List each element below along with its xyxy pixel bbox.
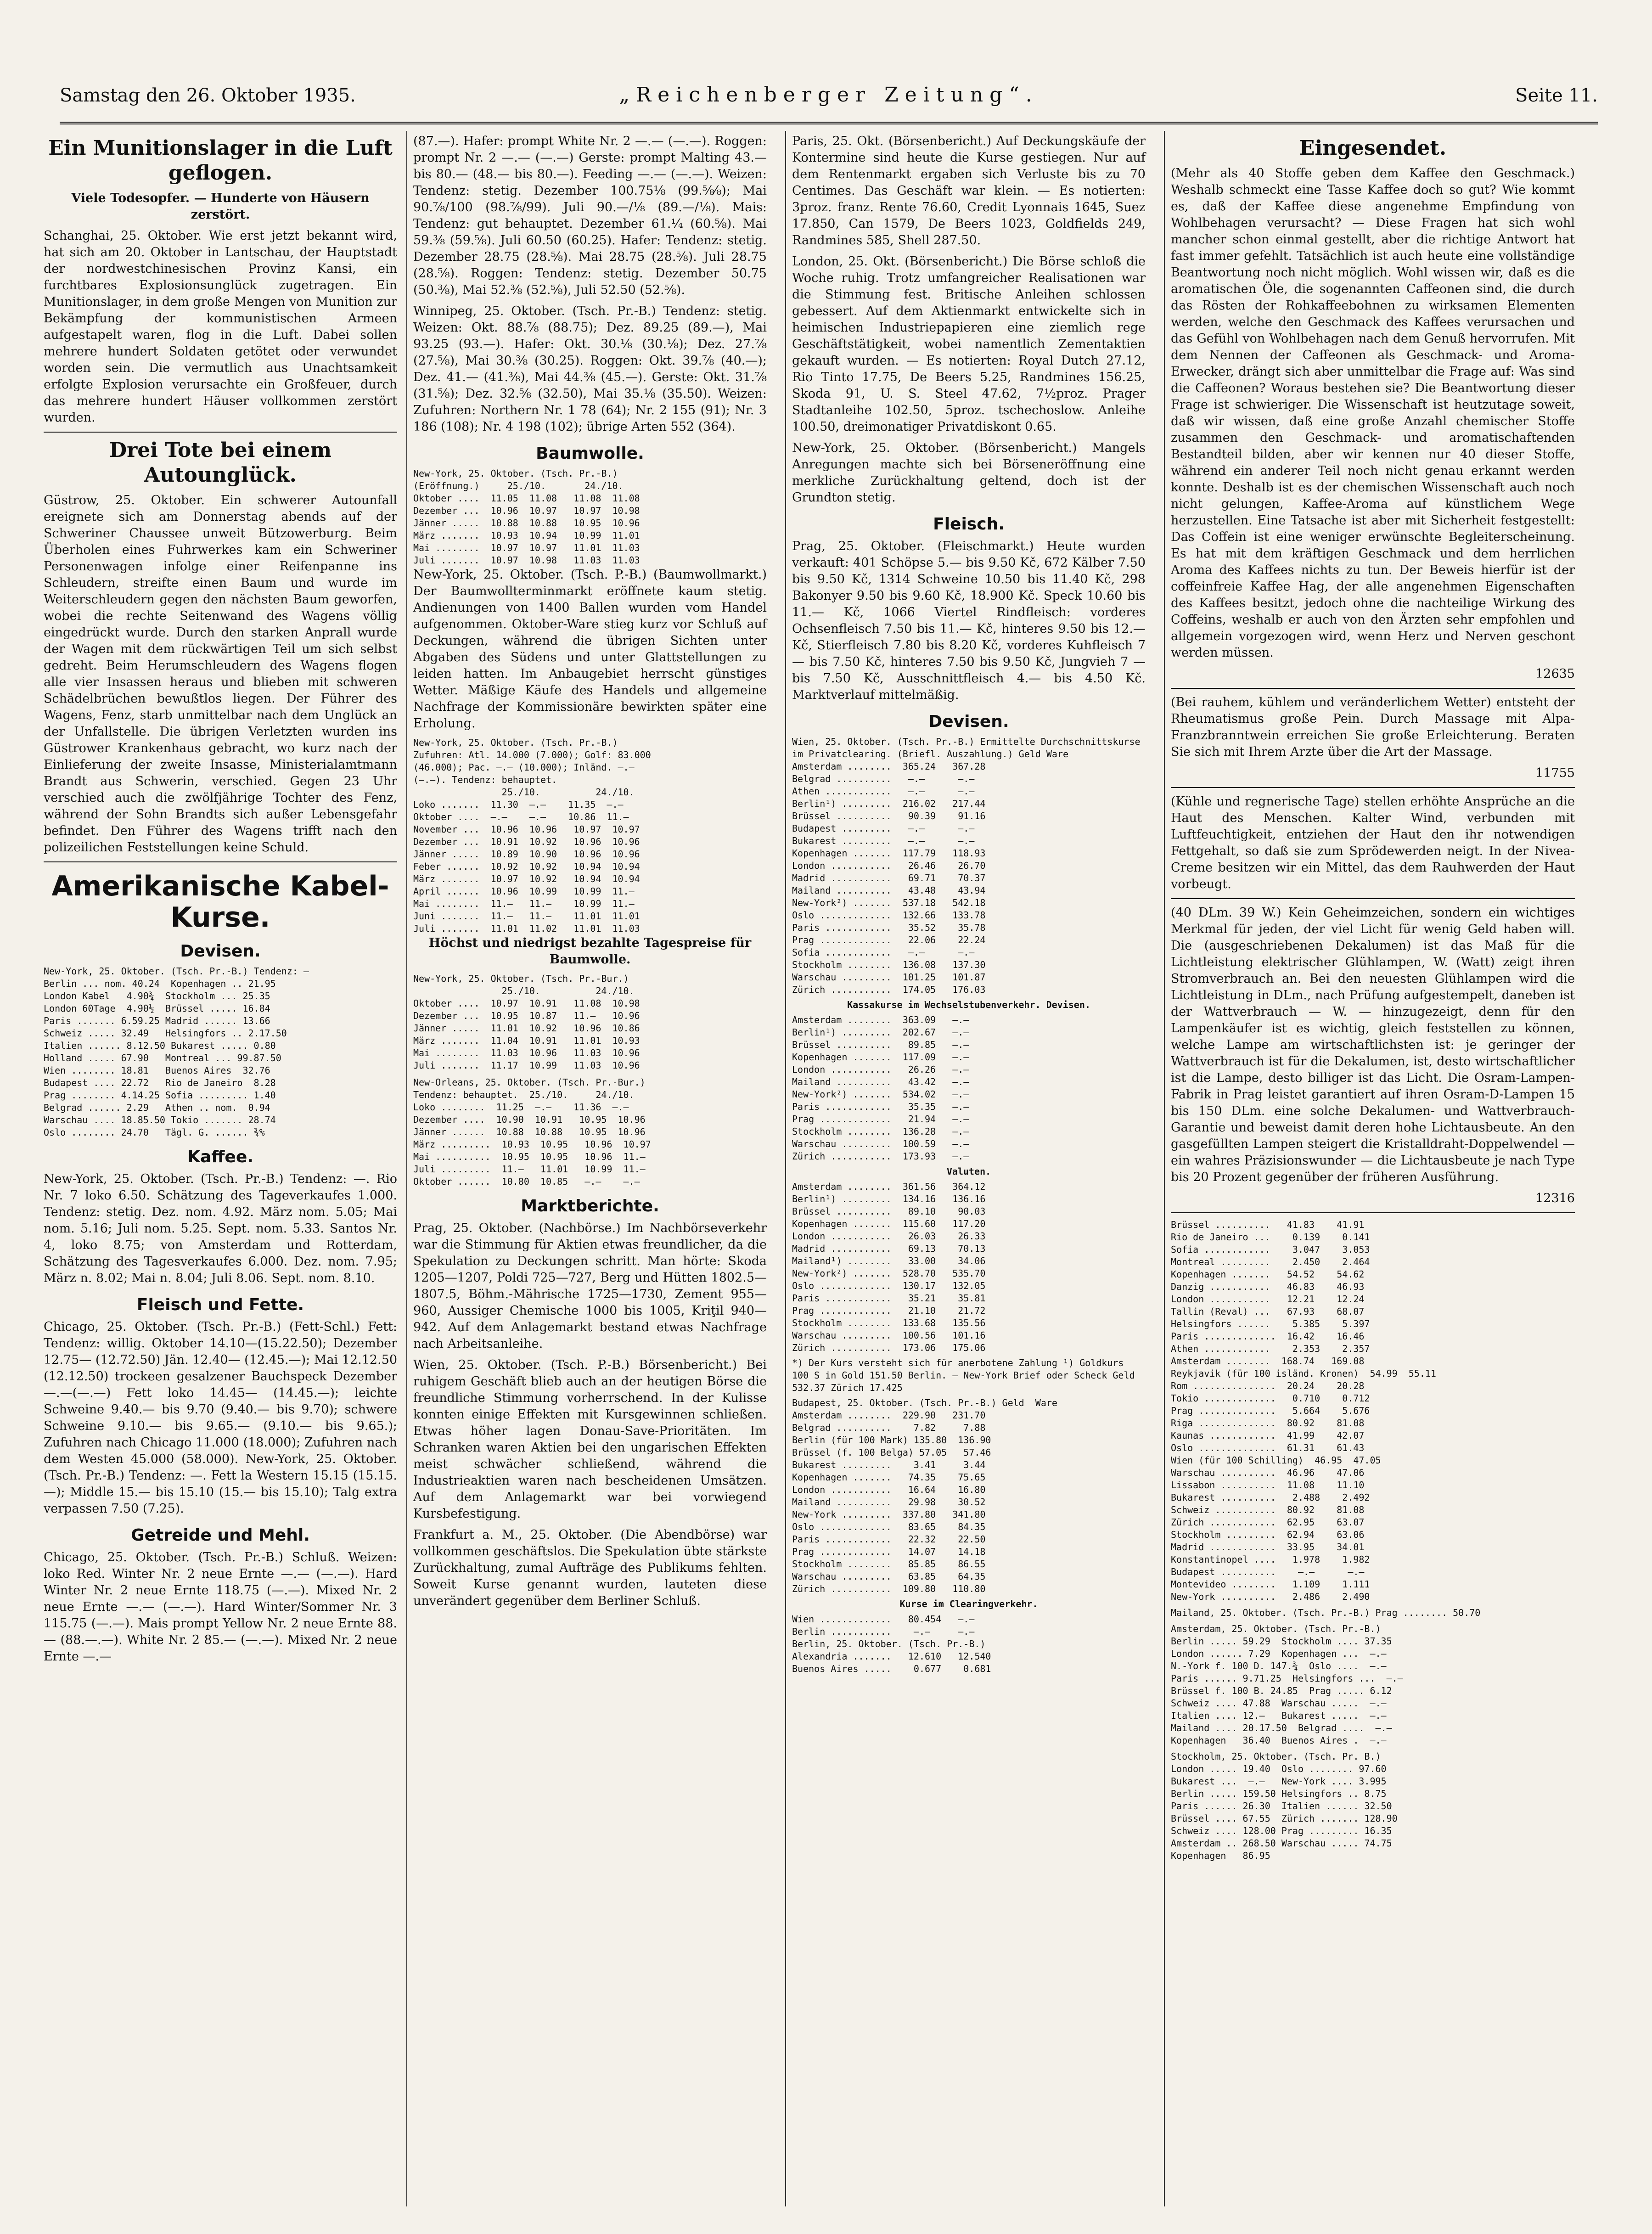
divider [44,861,397,862]
table-row: Prag ............. 22.06 22.24 [792,934,986,945]
table-caption: Wien, 25. Oktober. (Tsch. Pr.-B.) Ermittelte Durchschnittskurse im Privatclearing. (Briefl. Auszahlung.) Geld Ware [792,736,1141,760]
table-row: Oslo ............. 130.17 132.05 [792,1280,986,1291]
table-row: Amsterdam .. 268.50 Warschau ..... 74.75 [1171,1838,1392,1849]
table-row: Budapest .......... —.— —.— [1171,1566,1365,1577]
table-row: Feber ...... 10.92 10.92 10.94 10.94 [413,861,640,872]
ad-number: 11755 [1535,766,1575,780]
table-row: Kopenhagen ....... 74.35 75.65 [792,1472,986,1483]
table-row: Brüssel .... 67.55 Zürich ....... 128.90 [1171,1813,1398,1824]
table-row: Brüssel .......... 89.10 90.03 [792,1206,986,1217]
table-row: Schweiz ........... 80.92 81.08 [1171,1504,1365,1515]
table-row: Stockholm ........ 136.28 —.— [792,1126,969,1137]
table-row: Bukarest ... —.— New-York .... 3.995 [1171,1776,1387,1787]
table-row: London ........... 26.46 26.70 [792,860,986,871]
table-row: Belgrad .......... —.— —.— [792,773,975,784]
table-row: Madrid ........... 69.13 70.13 [792,1243,986,1254]
cotton-highlow-table [413,973,767,1072]
table-row: März ....... 10.93 10.94 10.99 11.01 [413,530,640,541]
table-row: Juli ....... 11.01 11.02 11.01 11.03 [413,923,640,934]
table-row: Paris ....... 6.59.25 Madrid ...... 13.66 [44,1015,270,1026]
table-row: Jänner ..... 10.89 10.90 10.96 10.96 [413,849,640,860]
table-row: Brüssel .......... 89.85 —.— [792,1039,969,1050]
table-row: Zufuhren: Atl. 14.000 (7.000); Golf: 83.000 [413,749,651,760]
article-body: Schanghai, 25. Oktober. Wie erst jetzt bekannt wird, hat sich am 20. Oktober in Lantschau, der Hauptstadt der nordwestchinesischen Provinz Kansi, ein furchtbares Explosionsunglück zugetragen. Ein Munitionslager, in dem große Mengen von Munition zur Bekämpfung der kommunistischen Armeen aufgestapelt waren, flog in die Luft. Dabei sollen mehrere hundert Soldaten getötet oder verwundet worden sein. Die vermutlich aus Unachtsamkeit erfolgte Explosion verursachte ein Großfeuer, durch das mehrere hundert Häuser vollkommen zerstört wurden. [44,229,397,425]
table-row: Zürich ........... 109.80 110.80 [792,1583,986,1594]
table-row: Rom ............... 20.24 20.28 [1171,1380,1365,1391]
table-row: Montevideo ........ 1.109 1.111 [1171,1579,1370,1590]
table-title: Kassakurse im Wechselstubenverkehr. Devisen. [847,999,1090,1010]
divider [1171,688,1575,689]
table-row: Oslo .............. 61.31 61.43 [1171,1442,1365,1453]
table-row: Helsingfors ...... 5.385 5.397 [1171,1318,1370,1329]
section-title: Getreide und Mehl. [131,1526,310,1545]
section-title: Fleisch und Fette. [136,1295,304,1314]
divider [1171,787,1575,788]
table-row: Paris ............ 35.21 35.81 [792,1293,986,1304]
table-row: Juli ....... 11.17 10.99 11.03 10.96 [413,1060,640,1071]
table-row: New-York²) ....... 537.18 542.18 [792,897,986,908]
table-row: (46.000); Pac. —.— (10.000); Inländ. —.— [413,762,635,773]
table-row: Oslo ............. 132.66 133.78 [792,910,986,921]
table-row: Mailand .......... 43.48 43.94 [792,885,986,896]
market-text: (87.—). Hafer: prompt White Nr. 2 —.— (—.—). Roggen: prompt Nr. 2 —.— (—.—) Gerste: prompt Malting 43.— bis 80.— (48.— bis 80.—). Feeding —.— (—.—). Weizen: Tendenz: stetig. Dezember 100.75⅛ (99.⅝⁄₈); Mai 90.⅞/100 (98.⅞/99). Juli 90.—/⅛ (89.—/⅛). Mais: Tendenz: gut behauptet. Dezember 61.¼ (60.⅝). Mai 59.⅜ (59.⅝). Juli 60.50 (60.25). Hafer: Tendenz: stetig. Dezember 28.75 (28.⅝). Mai 28.75 (28.⅝). Juli 28.75 (28.⅝). Roggen: Tendenz: stetig. Dezember 50.75 (50.⅜), Mai 52.⅜ (52.⅝), Juli 52.50 (52.⅝). [413,134,767,297]
table-row: Dezember .... 10.90 10.91 10.95 10.96 [413,1114,646,1125]
section-title: Kaffee. [187,1148,253,1166]
table-row: Warschau .... 18.85.50 Tokio ....... 28.74 [44,1114,276,1125]
table-row: Kaunas ............ 41.99 42.07 [1171,1430,1365,1441]
table-row: Mai ........ 11.— 11.— 10.99 11.— [413,898,635,909]
table-row: Amsterdam ........ 363.09 —.— [792,1014,969,1025]
table-caption: Berlin, 25. Oktober. (Tsch. Pr.-B.) [792,1638,986,1649]
table-row: Berlin¹) ......... 134.16 136.16 [792,1193,986,1204]
table-row: Bukarest ......... —.— —.— [792,835,975,846]
table-row: Zürich ........... 173.06 175.06 [792,1342,986,1353]
table-row: Paris ............. 16.42 16.46 [1171,1331,1365,1342]
devisen-table [44,965,397,1139]
table-row: 25./10. 24./10. [413,787,635,798]
table-row: Danzig ........... 46.83 46.93 [1171,1281,1365,1292]
table-row: Belgrad ...... 2.29 Athen .. nom. 0.94 [44,1102,270,1113]
page-number: Seite 11. [1515,85,1598,106]
table-row: Paris ............ 22.32 22.50 [792,1534,986,1545]
table-row: Sofia ............ 3.047 3.053 [1171,1244,1370,1255]
table-row: Montreal ......... 2.450 2.464 [1171,1256,1370,1267]
table-row: New-York, 25. Oktober. (Tsch. Pr.-B.) [413,468,618,479]
table-title: Valuten. [946,1166,991,1177]
table-row: Rio de Janeiro ... 0.139 0.141 [1171,1232,1370,1243]
section-title: Eingesendet. [1299,136,1447,160]
table-row: Berlin¹) ......... 216.02 217.44 [792,798,986,809]
table-row: Berlin ..... 59.29 Stockholm .... 37.35 [1171,1636,1392,1647]
ad-number: 12316 [1535,1191,1575,1205]
table-row: Berlin (für 100 Mark) 135.80 136.90 [792,1435,991,1446]
table-row: Lissabon .......... 11.08 11.10 [1171,1480,1365,1491]
table-row: Prag ............. 21.10 21.72 [792,1305,986,1316]
table-row: Zürich ........... 174.05 176.03 [792,984,986,995]
table-row: Oktober .... —.— —.— 10.86 11.— [413,811,629,822]
market-text: New-York, 25. Oktober. (Tsch. P.-B.) (Baumwollmarkt.) Der Baumwollterminmarkt eröffnete kaum stetig. Andienungen von 1400 Ballen wurden vom Handel aufgenommen. Oktober-Ware stieg kurz vor Schluß auf Deckungen, während die übrigen Sichten unter Abgaben des Südens und unter Glattstellungen zu leiden hatten. Im Anbaugebiet herrscht günstiges Wetter. Mäßige Käufe des Handels und allgemeine Nachfrage der Kommissionäre bewirkten später eine Erholung. [413,568,767,731]
table-row: Warschau ......... 101.25 101.87 [792,972,986,983]
table-row: London ..... 19.40 Oslo ........ 97.60 [1171,1763,1387,1774]
table-row: Berlin ..... 159.50 Helsingfors .. 8.75 [1171,1788,1387,1799]
table-row: London Kabel 4.90¾ Stockholm ... 25.35 [44,990,270,1002]
table-row: New-York²) ....... 534.02 —.— [792,1089,969,1100]
table-row: Kopenhagen ....... 115.60 117.20 [792,1218,986,1229]
column-1 [44,133,397,1670]
table-row: Athen ............ —.— —.— [792,786,975,797]
table-row: New-York, 25. Oktober. (Tsch. Pr.-Bur.) [413,973,629,984]
table-title: Kurse im Clearingverkehr. [899,1598,1038,1609]
market-text: New-York, 25. Oktober. (Tsch. Pr.-B.) Tendenz: —. Rio Nr. 7 loko 6.50. Schätzung des Tageverkaufes 1.000. Tendenz: stetig. Dez. nom. 4.92. März nom. 5.05; Mai nom. 5.16; Juli nom. 5.25. Sept. nom. 5.33. Santos Nr. 4, loko 8.75; von Amsterdam und Rotterdam, Schätzung des Tagesverkaufes 6.000. Dez. nom. 7.95; März n. 8.02; Mai n. 8.04; Juli 8.06. Sept. nom. 8.10. [44,1172,397,1285]
column-3 [792,133,1146,1675]
cotton-table-2 [413,737,767,935]
footnote: *) Der Kurs versteht sich für anerbotene Zahlung ¹) Goldkurs 100 S in Gold 151.50 Berlin. — New-York Brief oder Scheck Geld 532.37 Zürich 17.425 [792,1357,1135,1393]
table-row: Bukarest .......... 2.488 2.492 [1171,1492,1370,1503]
table-row: Bukarest ......... 3.41 3.44 [792,1459,986,1470]
page-header [60,80,1598,124]
table-row: London ...... 7.29 Kopenhagen ... —.— [1171,1648,1387,1659]
table-row: Paris ...... 9.71.25 Helsingfors ... —.— [1171,1673,1403,1684]
table-caption: Budapest, 25. Oktober. (Tsch. Pr.-B.) Geld Ware [792,1397,1057,1408]
table-row: New-York ......... 337.80 341.80 [792,1509,986,1520]
cotton-table [413,467,767,567]
column-divider [1164,131,1165,2206]
section-title: Baumwolle. [536,444,644,463]
section-title: Fleisch. [933,515,1005,534]
table-row: Buenos Aires ..... 0.677 0.681 [792,1663,991,1674]
table-row: Warschau ......... 100.59 —.— [792,1138,969,1149]
wien-rates-table [792,736,1146,1675]
table-row: Tallin (Reval) ... 67.93 68.07 [1171,1306,1365,1317]
table-row: Schweiz .... 47.88 Warschau ..... —.— [1171,1698,1387,1709]
new-orleans-table [413,1076,767,1188]
table-row: Kopenhagen ....... 117.79 118.93 [792,848,986,859]
table-row: Mailand .......... 43.42 —.— [792,1076,969,1087]
table-row: Schweiz ..... 32.49 Helsingfors .. 2.17.50 [44,1028,287,1039]
table-row: November ... 10.96 10.96 10.97 10.97 [413,824,640,835]
market-report: Paris, 25. Okt. (Börsenbericht.) Auf Deckungskäufe der Kontermine sind heute die Kurse gestiegen. Nur auf dem Rentenmarkt ergaben sich Verluste bis zu 70 Centimes. Das Geschäft war klein. — Es notierten: 3proz. franz. Rente 76.60, Credit Lyonnais 1645, Suez 17.850, Can 1579, De Beers 1023, Goldfields 249, Randmines 585, Shell 287.50. [792,134,1146,248]
table-row: Oktober ...... 10.80 10.85 —.— —.— [413,1176,640,1187]
table-row: Belgrad .......... 7.82 7.88 [792,1422,986,1433]
table-row: Holland ..... 67.90 Montreal ... 99.87.50 [44,1052,281,1064]
table-row: Sofia ............ —.— —.— [792,947,975,958]
table-row: London ........... 26.26 —.— [792,1064,969,1075]
table-row: Brüssel (f. 100 Belga) 57.05 57.46 [792,1447,991,1458]
advertorial: (Kühle und regnerische Tage) stellen erhöhte Ansprüche an die Haut des Menschen. Kalter Wind, verbunden mit Luftfeuchtigkeit, entziehen der Haut den ihr notwendigen Fettgehalt, so daß sie zum Sprödewerden neigt. In der Nivea-Creme besitzen wir ein Mittel, das dem Rauhwerden der Haut vorbeugt. [1171,794,1575,891]
advertorial: (Mehr als 40 Stoffe geben dem Kaffee den Geschmack.) Weshalb schmeckt eine Tasse Kaffee doch so gut? Wie kommt es, daß der Kaffee diese angenehme Empfindung von Wohlbehagen verursacht? — Diese Fragen hat sich wohl mancher schon einmal gestellt, aber die richtige Antwort hat fast immer gefehlt. Tatsächlich ist auch heute eine vollständige Beantwortung noch nicht möglich. Wohl wissen wir, daß es die aromatischen Öle, die sogenannten Caffeonen sind, die durch das Rösten der Rohkaffeebohnen zu wirksamen Elementen werden, welche den Geschmack des Kaffees verursachen und das Gefühl von Wohlbehagen nach dem Genuß hervorrufen. Mit dem Nennen der Caffeonen als Geschmack- und Aroma-Erwecker, drängt sich aber unmittelbar die Frage auf: Was sind die Caffeonen? Woraus bestehen sie? Die Beantwortung dieser Frage ist schwieriger. Die Wissenschaft ist heutzutage soweit, daß wir wissen, daß eine große Anzahl chemischer Stoffe zusammen den Geschmack- und aromatischaftenden Bestandteil bilden, aber wir kennen nur 40 dieser Stoffe, während ein anderer Teil noch nicht genau erkannt werden konnte. Deshalb ist es der chemischen Wissenschaft auch noch nicht gelungen, Kaffee-Aroma auf künstlichem Wege herzustellen. Eine Tatsache ist aber mit Sicherheit festgestellt: Das Coffein ist eine weniger erwünschte Begleiterscheinung. Es hat mit dem kräftigen Geschmack und dem herrlichen Aroma des Kaffees nichts zu tun. Der Beweis hierfür ist der coffeinfreie Kaffee Hag, der alle angenehmen Eigenschaften des Kaffees besitzt, jedoch ohne die nachteilige Wirkung des Coffeins, weshalb er auch von den Ärzten sehr empfohlen und allgemein vorgezogen wird, wenn Herz und Nerven geschont werden müssen. [1171,166,1575,660]
table-row: London ........... 12.21 12.24 [1171,1294,1365,1305]
table-row: Mailand .... 20.17.50 Belgrad .... —.— [1171,1722,1392,1733]
table-row: Prag ........ 4.14.25 Sofia ......... 1.40 [44,1090,276,1101]
table-row: Stockholm ......... 62.94 63.06 [1171,1529,1365,1540]
table-row: Zürich ........... 173.93 —.— [792,1151,969,1162]
table-row: Tokio ............. 0.710 0.712 [1171,1393,1370,1404]
column-divider [406,131,407,2206]
market-report: Prag, 25. Oktober. (Fleischmarkt.) Heute wurden verkauft: 401 Schöpse 5.— bis 9.50 Kč, 672 Kälber 7.50 bis 9.50 Kč, 1314 Schweine 10.50 bis 11.40 Kč, 298 Bakonyer 9.50 bis 9.60 Kč, 18.900 Kč. Speck 10.60 bis 11.— Kč, 1066 Viertel Rindfleisch: vorderes Ochsenfleisch 7.50 bis 11.— Kč, hinteres 9.50 bis 12.— Kč, Stierfleisch 7.80 bis 8.20 Kč, vorderes Kuhfleisch 7 — bis 7.50 Kč, hinteres 7.50 bis 9.50 Kč, Jungvieh 7 — bis 7.50 Kč, Ausschnittfleisch 4.— bis 4.50 Kč. Marktverlauf mittelmäßig. [792,539,1146,702]
table-row: Stockholm ........ 133.68 135.56 [792,1317,986,1328]
market-text: Winnipeg, 25. Oktober. (Tsch. Pr.-B.) Tendenz: stetig. Weizen: Okt. 88.⅞ (88.75); Dez. 89.25 (89.—), Mai 93.25 (93.—). Hafer: Okt. 30.⅛ (30.⅛); Dez. 27.⅞ (27.⅝), Mai 30.⅜ (30.25). Roggen: Okt. 39.⅞ (40.—); Dez. 41.— (41.⅜), Mai 44.⅜ (45.—). Gerste: Okt. 31.⅞ (31.⅝); Dez. 32.⅝ (32.50), Mai 35.⅛ (35.50). Weizen: Zufuhren: Northern Nr. 1 78 (64); Nr. 2 155 (91); Nr. 3 186 (108); Nr. 4 198 (102); übrige Arten 552 (364). [413,304,767,434]
table-row: Oslo ............. 83.65 84.35 [792,1521,986,1532]
table-row: Amsterdam ........ 168.74 169.08 [1171,1356,1365,1367]
column-2 [413,133,767,1614]
table-row: Warschau ......... 100.56 101.16 [792,1330,986,1341]
table-row: Stockholm ........ 136.08 137.30 [792,959,986,970]
table-row: Athen ............ 2.353 2.357 [1171,1343,1370,1354]
table-row: Oslo ........ 24.70 Tägl. G. ...... ¾% [44,1127,265,1138]
table-row: Riga .............. 80.92 81.08 [1171,1418,1365,1429]
market-report: Frankfurt a. M., 25. Oktober. (Die Abendbörse) war vollkommen geschäftslos. Die Spekulation übte stärkste Zurückhaltung, zumal Aufträge des Publikums fehlten. Soweit Kurse genannt wurden, lauteten diese unverändert gegenüber dem Berliner Schluß. [413,1528,767,1608]
table-row: Paris ............ 35.35 —.— [792,1101,969,1112]
table-row: London 60Tage 4.90½ Brüssel ..... 16.84 [44,1003,270,1014]
table-row: Dezember ... 10.96 10.97 10.97 10.98 [413,505,640,516]
table-row: Zürich ............ 62.95 63.07 [1171,1517,1365,1528]
table-row: Berlin¹) ......... 202.67 —.— [792,1027,969,1038]
section-title: Devisen. [928,712,1009,731]
column-4 [1171,133,1575,1862]
table-row: Oktober .... 10.97 10.91 11.08 10.98 [413,998,640,1009]
table-row: Brüssel .......... 90.39 91.16 [792,810,986,822]
table-row: Paris ...... 26.30 Italien ...... 32.50 [1171,1801,1392,1812]
international-rates-table [1171,1219,1575,1862]
table-row: Loko ........ 11.25 —.— 11.36 —.— [413,1102,629,1113]
table-caption: New-York, 25. Oktober. (Tsch. Pr.-B.) Tendenz: — [44,966,309,977]
table-row: Paris ............ 35.52 35.78 [792,922,986,933]
divider [1171,898,1575,899]
table-row: März ....... 11.04 10.91 11.01 10.93 [413,1035,640,1046]
table-row: Amsterdam ........ 361.56 364.12 [792,1181,986,1192]
table-row: N.-York f. 100 D. 147.¾ Oslo .... —.— [1171,1660,1387,1671]
table-row: Dezember ... 10.91 10.92 10.96 10.96 [413,836,640,847]
section-title: Amerikanische Kabel-Kurse. [51,870,389,934]
table-row: Mailand¹) ........ 33.00 34.06 [792,1255,986,1266]
advertorial: (Bei rauhem, kühlem und veränderlichem Wetter) entsteht der Rheumatismus große Pein. Durch Massage mit Alpa-Franzbranntwein erreichen Sie große Erleichterung. Beraten Sie sich mit Ihrem Arzte über die Art der Massage. [1171,695,1575,759]
table-row: Dezember ... 10.95 10.87 11.— 10.96 [413,1010,640,1021]
table-row: New-Orleans, 25. Oktober. (Tsch. Pr.-Bur.) [413,1077,646,1088]
table-row: Prag ............. 14.07 14.18 [792,1546,986,1557]
table-row: Mai ........ 10.97 10.97 11.01 11.03 [413,542,640,553]
table-row: London ........... 26.03 26.33 [792,1231,986,1242]
market-report: New-York, 25. Oktober. (Börsenbericht.) Mangels Anregungen machte sich bei Börseneröffnung eine merkliche Zurückhaltung geltend, doch ist der Grundton stetig. [792,441,1146,505]
table-row: Madrid ............ 33.95 34.01 [1171,1542,1365,1553]
market-text: Chicago, 25. Oktober. (Tsch. Pr.-B.) (Fett-Schl.) Fett: Tendenz: willig. Oktober 14.10—(15.22.50); Dezember 12.75— (12.72.50) Jän. 12.40— (12.45.—); Mai 12.12.50 (12.12.50) trockeen gesalzener Bauchspeck Dezember —.—(—.—) Fett loko 14.45— (14.45.—); leichte Schweine 9.40.— bis 9.70 (9.40.— bis 9.70); schwere Schweine 9.10.— bis 9.65.— (9.10.— bis 9.65.); Zufuhren nach Chicago 11.000 (18.000); Zufuhren nach dem Westen 45.000 (58.000). New-York, 25. Oktober. (Tsch. Pr.-B.) Tendenz: —. Fett la Western 15.15 (15.15.—); Middle 15.— bis 15.10 (15.— bis 15.10); Talg extra verpassen 7.50 (7.25). [44,1320,397,1516]
divider [44,432,397,433]
table-row: Reykjavik (für 100 isländ. Kronen) 54.99 55.11 [1171,1368,1436,1379]
table-row: Schweiz .... 128.00 Prag ......... 16.35 [1171,1825,1392,1836]
table-row: Tendenz: behauptet. 25./10. 24./10. [413,1089,635,1100]
table-row: März ....... 10.97 10.92 10.94 10.94 [413,873,640,884]
table-row: Oktober .... 11.05 11.08 11.08 11.08 [413,493,640,504]
table-row: Juni ....... 11.— 11.— 11.01 11.01 [413,911,640,922]
table-row: New-York, 25. Oktober. (Tsch. Pr.-B.) [413,737,618,748]
table-row: Konstantinopel .... 1.978 1.982 [1171,1554,1370,1565]
table-row: Italien ...... 8.12.50 Bukarest ..... 0.80 [44,1040,276,1051]
table-row: Brüssel f. 100 B. 24.85 Prag ..... 6.12 [1171,1685,1392,1696]
table-row: Kopenhagen 86.95 [1171,1850,1270,1861]
table-row: Loko ....... 11.30 —.— 11.35 —.— [413,799,624,810]
table-row: (—.—). Tendenz: behauptet. [413,774,557,785]
table-row: Juli ....... 10.97 10.98 11.03 11.03 [413,555,640,566]
table-row: Wien ........ 18.81 Buenos Aires 32.76 [44,1065,270,1076]
table-row: New-York²) ....... 528.70 535.70 [792,1268,986,1279]
table-title: Höchst und niedrigst bezahlte Tagespreise für Baumwolle. [428,936,752,967]
market-report: London, 25. Okt. (Börsenbericht.) Die Börse schloß die Woche ruhig. Trotz umfangreicher Realisationen war die Stimmung fest. Britische Anleihen schlossen gebessert. Auf dem Aktienmarkt entwickelte sich in heimischen Industriepapieren eine ziemlich rege Geschäftstätigkeit, wobei namentlich Zementaktien gekauft wurden. — Es notierten: Royal Dutch 27.12, Rio Tinto 17.75, De Beers 5.25, Randmines 156.25, Skoda 91, U. S. Steel 47.62, 7½proz. Prager Stadtanleihe 102.50, 5proz. tschechoslow. Anleihe 100.50, dreimonatiger Privatdiskont 0.65. [792,254,1146,434]
table-row: Budapest ......... —.— —.— [792,823,975,834]
table-row: Mai .......... 10.95 10.95 10.96 11.— [413,1151,646,1162]
article-headline: Drei Tote bei einem Autounglück. [109,439,332,487]
column-divider [785,131,786,2206]
article-body: Güstrow, 25. Oktober. Ein schwerer Autounfall ereignete sich am Donnerstag abends auf der Schweriner Chaussee unweit Bützowerburg. Beim Überholen eines Fuhrwerkes kam ein Schweriner Personenwagen infolge einer Reifenpanne ins Schleudern, streifte einen Baum und wurde im Weiterschleudern gegen den nächsten Baum geworfen, wobei die rechte Seitenwand des Wagens völlig eingedrückt wurde. Durch den starken Anprall wurde der Wagen mit dem rückwärtigen Teil um sich selbst gedreht. Beim Herumschleudern des Wagens flogen alle vier Insassen heraus und blieben mit schweren Schädelbrüchen bewußtlos liegen. Der Führer des Wagens, Fenz, starb unmittelbar nach dem Unglück an der Unfallstelle. Die übrigen Verletzten wurden ins Güstrower Krankenhaus gebracht, wo kurz nach der Einlieferung der zweite Insasse, Ministerialamtmann Brandt aus Schwerin, verschied. Gegen 23 Uhr verschied auch die zwölfjährige Tochter des Fenz, während der Sohn Brandts sich außer Lebensgefahr befindet. Den Führer des Wagens trifft nach den polizeilichen Feststellungen keine Schuld. [44,493,397,855]
market-report: Wien, 25. Oktober. (Tsch. P.-B.) Börsenbericht.) Bei ruhigem Geschäft blieb auch an der heutigen Börse die freundliche Stimmung vorherrschend. In der Kulisse konnten einige Effekten mit Kursgewinnen schließen. Etwas höher lagen Donau-Save-Prioritäten. Im Schranken waren Aktien bei den ungarischen Effekten meist schwächer schließend, während die Industrieaktien waren nach bescheidenen Umsätzen. Auf dem Anlagemarkt war bei vorwiegend Kursbefestigung. [413,1358,767,1521]
section-title: Marktberichte. [521,1197,659,1215]
table-row: Mailand .......... 29.98 30.52 [792,1497,986,1508]
table-row: Kopenhagen ....... 54.52 54.62 [1171,1269,1365,1280]
table-row: Alexandria ....... 12.610 12.540 [792,1651,991,1662]
table-row: 25./10. 24./10. [413,985,635,996]
table-row: Wien ............. 80.454 —.— [792,1614,975,1625]
issue-date: Samstag den 26. Oktober 1935. [60,85,356,106]
table-row: Wien (für 100 Schilling) 46.95 47.05 [1171,1455,1381,1466]
table-row: Juli ......... 11.— 11.01 10.99 11.— [413,1164,646,1175]
section-title: Devisen. [180,942,261,961]
table-row: Jänner ..... 10.88 10.88 10.95 10.96 [413,518,640,529]
table-row: März ......... 10.93 10.95 10.96 10.97 [413,1139,651,1150]
table-row: Kopenhagen ....... 117.09 —.— [792,1052,969,1063]
table-row: Prag .............. 5.664 5.676 [1171,1405,1370,1416]
divider [1171,1212,1575,1213]
advertorial: (40 DLm. 39 W.) Kein Geheimzeichen, sondern ein wichtiges Merkmal für jeden, der viel Licht für wenig Geld haben will. Die (ausgeschriebenen Dekalumen) ist das Maß für die Lichtleistung elektrischer Glühlampen, W. (Watt) zeigt ihren Stromverbrauch an. Bei den neuesten Glühlampen wird die Lichtleistung in DLm., nach Prüfung aufgestempelt, daneben ist der Wattverbrauch — W. — hinzugezeigt, denn für den Lampenkäufer ist es wichtig, gleich feststellen zu können, welche Lampe am wirtschaftlichsten ist: je geringer der Wattverbrauch ist für die Dekalumen, ist, desto wirtschaftlicher ist die Lampe, desto billiger ist das Licht. Die Osram-Lampen-Fabrik in Prag leistet garantiert auf ihren Osram-D-Lampen 15 bis 150 DLm. eine solche Dekalumen- und Wattverbrauch-Garantie und beweist damit deren hohe Lichtausbeute. An den gasgefüllten Lampen steigert die Kristalldraht-Doppelwendel — ein wahres Präzisionswunder — die Lichtausbeute je nach Type bis 20 Prozent gegenüber der früheren Ausführung. [1171,906,1575,1184]
table-row: Budapest .... 22.72 Rio de Janeiro 8.28 [44,1077,276,1088]
table-row: April ...... 10.96 10.99 10.99 11.— [413,886,635,897]
table-row: Warschau .......... 46.96 47.06 [1171,1467,1365,1478]
table-row: Mai ........ 11.03 10.96 11.03 10.96 [413,1047,640,1058]
table-row: Amsterdam ........ 365.24 367.28 [792,761,986,772]
table-row: Brüssel .......... 41.83 41.91 [1171,1219,1365,1230]
table-row: Berlin ........... —.— —.— [792,1626,975,1637]
table-row: Stockholm ........ 85.85 86.55 [792,1559,986,1570]
table-caption: Mailand, 25. Oktober. (Tsch. Pr.-B.) Prag ........ 50.70 [1171,1607,1481,1618]
table-row: London ........... 16.64 16.80 [792,1484,986,1495]
market-report: Prag, 25. Oktober. (Nachbörse.) Im Nachbörseverkehr war die Stimmung für Aktien etwas freundlicher, da die Spekulation zu Deckungen schritt. Man hörte: Skoda 1205—1207, Poldi 725—727, Berg und Hütten 1802.5—1807.5, Böhm.-Mährische 1725—1730, Zement 955—960, Aussiger Chemische 1000 bis 1005, Kriţil 940—942. Auf dem Anlagemarkt bestand etwas Nachfrage nach Arbeitsanleihe. [413,1221,767,1351]
table-row: (Eröffnung.) 25./10. 24./10. [413,480,624,491]
newspaper-title: „Reichenberger Zeitung“. [619,83,1039,107]
table-row: Jänner ...... 10.88 10.88 10.95 10.96 [413,1126,646,1137]
ad-number: 12635 [1535,667,1575,681]
article-headline: Ein Munitionslager in die Luft geflogen. [48,136,393,185]
table-row: Jänner ..... 11.01 10.92 10.96 10.86 [413,1023,640,1034]
table-row: Madrid ........... 69.71 70.37 [792,872,986,883]
market-text: Chicago, 25. Oktober. (Tsch. Pr.-B.) Schluß. Weizen: loko Red. Winter Nr. 2 neue Ernte —.— (—.—). Hard Winter Nr. 2 neue Ernte 118.75 (—.—). Mixed Nr. 2 neue Ernte —.— (—.—). Hard Winter/Sommer Nr. 3 115.75 (—.—). Mais prompt Yellow Nr. 2 neue Ernte 88.— (88.—.—). White Nr. 2 85.— (—.—). Mixed Nr. 2 neue Ernte —.— [44,1550,397,1664]
table-row: Berlin ... nom. 40.24 Kopenhagen .. 21.95 [44,978,276,989]
table-row: Italien .... 12.— Bukarest ..... —.— [1171,1710,1387,1721]
article-subheadline: Viele Todesopfer. — Hunderte von Häusern zerstört. [71,191,370,222]
table-caption: Stockholm, 25. Oktober. (Tsch. Pr. B.) [1171,1751,1381,1762]
table-row: New-York .......... 2.486 2.490 [1171,1591,1370,1602]
table-row: Kopenhagen 36.40 Buenos Aires . —.— [1171,1735,1387,1746]
table-row: Prag ............. 21.94 —.— [792,1114,969,1125]
table-caption: Amsterdam, 25. Oktober. (Tsch. Pr.-B.) [1171,1623,1381,1634]
table-row: Warschau ......... 63.85 64.35 [792,1571,986,1582]
table-row: Amsterdam ........ 229.90 231.70 [792,1410,986,1421]
